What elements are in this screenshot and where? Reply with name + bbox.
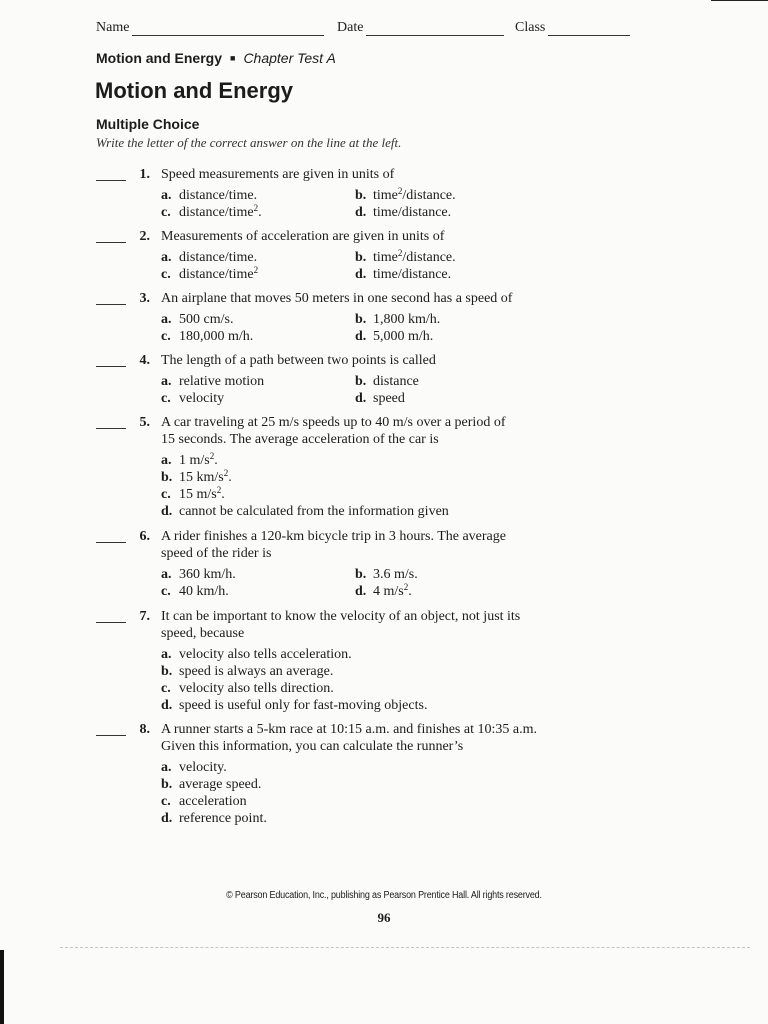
question-stem (161, 414, 581, 448)
option-text: . (228, 470, 232, 485)
option-letter: a. (161, 760, 172, 775)
option-letter: d. (355, 205, 367, 220)
answer-blank-line[interactable] (96, 242, 126, 243)
option-text: speed is always an average. (179, 664, 334, 679)
option-text: speed (373, 391, 405, 406)
answer-blank-line[interactable] (96, 622, 126, 623)
answer-option[interactable] (161, 583, 229, 600)
option-text: /distance. (402, 250, 456, 265)
option-letter: a. (161, 250, 172, 265)
class-blank-line[interactable] (548, 21, 630, 36)
option-letter: c. (161, 391, 171, 406)
option-text: . (221, 487, 225, 502)
option-text: time (373, 250, 398, 265)
option-text: distance/time (179, 205, 254, 220)
name-blank-line[interactable] (132, 21, 324, 36)
option-letter: a. (161, 312, 172, 327)
option-letter: b. (161, 777, 173, 792)
option-text: distance/time. (179, 188, 258, 203)
answer-option[interactable] (355, 566, 418, 583)
question-stem-line: Given this information, you can calculate the runner’s (161, 739, 464, 754)
option-superscript: 2 (216, 485, 222, 495)
option-text: velocity also tells direction. (179, 681, 334, 696)
option-letter: d. (355, 391, 367, 406)
scan-noise-line (60, 947, 750, 949)
answer-option[interactable] (161, 759, 227, 776)
option-text: time/distance. (373, 267, 452, 282)
answer-option[interactable] (161, 311, 233, 328)
option-letter: b. (355, 188, 367, 203)
question-stem (161, 166, 581, 183)
option-text: cannot be calculated from the information given (179, 504, 449, 519)
question-number: 8. (139, 722, 150, 737)
option-letter: d. (355, 584, 367, 599)
option-text: 1 m/s (179, 453, 210, 468)
option-superscript: 2 (397, 186, 403, 196)
answer-option[interactable] (355, 266, 451, 283)
answer-option[interactable] (161, 486, 225, 503)
option-superscript: 2 (253, 265, 259, 275)
option-text: /distance. (402, 188, 456, 203)
option-text: time/distance. (373, 205, 452, 220)
option-letter: c. (161, 794, 171, 809)
option-text: distance/time. (179, 250, 258, 265)
question-stem-line: A car traveling at 25 m/s speeds up to 40 m/s over a period of (161, 415, 506, 430)
answer-option[interactable] (161, 503, 449, 520)
page-number: 96 (377, 910, 391, 925)
option-text: 15 m/s (179, 487, 217, 502)
option-text: 180,000 m/h. (179, 329, 254, 344)
option-text: . (214, 453, 218, 468)
answer-option[interactable] (161, 204, 262, 221)
option-text: 4 m/s (373, 584, 404, 599)
option-text: velocity also tells acceleration. (179, 647, 352, 662)
class-label: Class (515, 20, 546, 35)
option-letter: b. (355, 567, 367, 582)
option-text: velocity. (179, 760, 227, 775)
scan-binding-mark (0, 950, 4, 1024)
question-stem-line: The length of a path between two points is called (161, 353, 436, 368)
answer-blank-line[interactable] (96, 180, 126, 181)
answer-option[interactable] (161, 390, 224, 407)
question-number: 6. (139, 529, 150, 544)
answer-blank-line[interactable] (96, 304, 126, 305)
option-letter: b. (355, 312, 367, 327)
option-superscript: 2 (253, 203, 259, 213)
question-stem-line: A runner starts a 5-km race at 10:15 a.m. and finishes at 10:35 a.m. (161, 722, 537, 737)
option-superscript: 2 (397, 248, 403, 258)
question-stem-line: Measurements of acceleration are given in units of (161, 229, 445, 244)
answer-option[interactable] (161, 793, 247, 810)
question-number: 3. (139, 291, 150, 306)
scan-edge-mark (711, 0, 768, 7)
question-stem (161, 528, 581, 562)
option-letter: d. (355, 267, 367, 282)
option-text: 5,000 m/h. (373, 329, 434, 344)
option-letter: d. (161, 504, 173, 519)
section-instructions: Write the letter of the correct answer on the line at the left. (96, 135, 402, 150)
question-number: 2. (139, 229, 150, 244)
answer-blank-line[interactable] (96, 735, 126, 736)
option-text: 3.6 m/s. (373, 567, 418, 582)
copyright-notice: © Pearson Education, Inc., publishing as Pearson Prentice Hall. All rights reserved. (226, 890, 542, 901)
section-heading: Multiple Choice (96, 116, 200, 132)
answer-option[interactable] (161, 373, 264, 390)
answer-option[interactable] (161, 697, 427, 714)
option-letter: b. (161, 664, 173, 679)
answer-option[interactable] (161, 328, 253, 345)
option-letter: c. (161, 681, 171, 696)
option-letter: a. (161, 647, 172, 662)
name-field (96, 20, 324, 36)
answer-option[interactable] (355, 390, 405, 407)
option-text: . (258, 205, 262, 220)
option-superscript: 2 (403, 582, 409, 592)
option-text: reference point. (179, 811, 267, 826)
question-number: 4. (139, 353, 150, 368)
option-letter: a. (161, 188, 172, 203)
option-letter: d. (355, 329, 367, 344)
question-number: 7. (139, 609, 150, 624)
answer-option[interactable] (355, 373, 419, 390)
option-letter: b. (355, 250, 367, 265)
answer-option[interactable] (355, 328, 433, 345)
chapter-test-name: Chapter Test A (243, 50, 336, 66)
option-text: 1,800 km/h. (373, 312, 441, 327)
student-info-row (0, 20, 768, 42)
square-bullet-icon: ■ (230, 53, 236, 63)
answer-option[interactable] (161, 566, 236, 583)
option-letter: a. (161, 453, 172, 468)
question-stem-line: A rider finishes a 120-km bicycle trip in 3 hours. The average (161, 529, 506, 544)
option-letter: d. (161, 698, 173, 713)
question-stem-line: 15 seconds. The average acceleration of the car is (161, 432, 439, 447)
chapter-subject: Motion and Energy (96, 50, 222, 66)
answer-option[interactable] (161, 680, 334, 697)
class-field (515, 20, 630, 36)
answer-option[interactable] (355, 249, 456, 266)
question-stem-line: It can be important to know the velocity of an object, not just its (161, 609, 521, 624)
option-letter: c. (161, 205, 171, 220)
answer-option[interactable] (161, 663, 333, 680)
answer-option[interactable] (161, 776, 261, 793)
option-text: 360 km/h. (179, 567, 236, 582)
option-text: distance/time (179, 267, 254, 282)
option-text: distance (373, 374, 419, 389)
option-letter: b. (161, 470, 173, 485)
answer-blank-line[interactable] (96, 366, 126, 367)
question-stem-line: An airplane that moves 50 meters in one second has a speed of (161, 291, 513, 306)
date-field (337, 20, 504, 36)
question-stem (161, 608, 581, 642)
answer-option[interactable] (355, 311, 440, 328)
option-letter: b. (355, 374, 367, 389)
option-superscript: 2 (209, 451, 215, 461)
chapter-header (96, 50, 336, 66)
option-letter: a. (161, 374, 172, 389)
answer-option[interactable] (161, 646, 352, 663)
question-stem (161, 290, 581, 307)
option-letter: c. (161, 584, 171, 599)
answer-blank-line[interactable] (96, 428, 126, 429)
option-text: 15 km/s (179, 470, 224, 485)
question-stem (161, 721, 581, 755)
option-text: speed is useful only for fast-moving objects. (179, 698, 428, 713)
question-number: 5. (139, 415, 150, 430)
option-text: average speed. (179, 777, 262, 792)
option-letter: c. (161, 267, 171, 282)
option-superscript: 2 (223, 468, 229, 478)
date-blank-line[interactable] (366, 21, 504, 36)
question-stem-line: Speed measurements are given in units of (161, 167, 395, 182)
option-text: acceleration (179, 794, 247, 809)
answer-option[interactable] (161, 187, 257, 204)
page-title: Motion and Energy (95, 78, 293, 103)
option-text: time (373, 188, 398, 203)
option-letter: c. (161, 329, 171, 344)
question-stem-line: speed of the rider is (161, 546, 272, 561)
answer-option[interactable] (355, 187, 456, 204)
option-text: 500 cm/s. (179, 312, 234, 327)
answer-option[interactable] (161, 469, 232, 486)
answer-option[interactable] (161, 452, 218, 469)
option-letter: c. (161, 487, 171, 502)
option-text: relative motion (179, 374, 265, 389)
option-letter: a. (161, 567, 172, 582)
answer-option[interactable] (161, 249, 257, 266)
option-text: . (408, 584, 412, 599)
question-stem (161, 228, 581, 245)
answer-blank-line[interactable] (96, 542, 126, 543)
answer-option[interactable] (161, 266, 258, 283)
question-stem-line: speed, because (161, 626, 245, 641)
answer-option[interactable] (355, 204, 451, 221)
option-letter: d. (161, 811, 173, 826)
option-text: velocity (179, 391, 225, 406)
date-label: Date (337, 20, 364, 35)
option-text: 40 km/h. (179, 584, 229, 599)
name-label: Name (96, 20, 130, 35)
answer-option[interactable] (161, 810, 267, 827)
answer-option[interactable] (355, 583, 412, 600)
question-stem (161, 352, 581, 369)
question-number: 1. (139, 167, 150, 182)
